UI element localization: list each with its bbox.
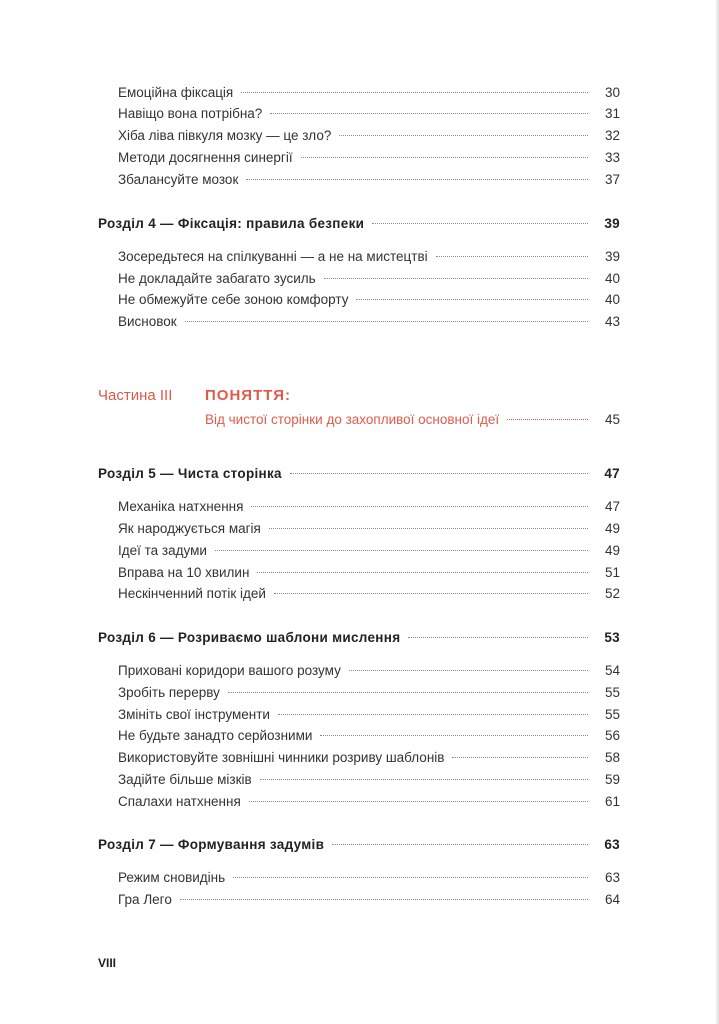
part-subtitle-entry[interactable] xyxy=(205,410,620,430)
toc-entry-title: Зосередьтеся на спілкуванні — а не на мистецтві xyxy=(118,249,428,264)
dot-leader xyxy=(301,157,588,158)
toc-chapter-6[interactable] xyxy=(98,628,620,648)
toc-entry-page: 49 xyxy=(604,543,620,558)
toc-entry[interactable] xyxy=(118,683,620,703)
toc-entry[interactable] xyxy=(118,312,620,332)
toc-entry-title: Збалансуйте мозок xyxy=(118,172,239,187)
toc-chapter-5[interactable] xyxy=(98,464,620,484)
toc-entry-page: 63 xyxy=(604,870,620,885)
part-subtitle: Від чистої сторінки до захопливої основної ідеї xyxy=(205,412,500,427)
toc-entry-title: Не будьте занадто серйозними xyxy=(118,728,313,743)
toc-chapter-page: 53 xyxy=(604,630,620,645)
toc-entry-page: 54 xyxy=(604,663,620,678)
toc-entry-title: Не обмежуйте себе зоною комфорту xyxy=(118,292,349,307)
toc-entry[interactable] xyxy=(118,584,620,604)
toc-entry-page: 31 xyxy=(604,106,620,121)
toc-entry-title: Методи досягнення синергії xyxy=(118,150,293,165)
toc-entry-title: Хіба ліва півкуля мозку — це зло? xyxy=(118,128,332,143)
toc-entry-title: Емоційна фіксація xyxy=(118,85,234,100)
dot-leader xyxy=(251,506,588,507)
toc-entry-title: Приховані коридори вашого розуму xyxy=(118,663,341,678)
toc-entry-title: Вправа на 10 хвилин xyxy=(118,565,250,580)
toc-entry-page: 33 xyxy=(604,150,620,165)
toc-entry-page: 40 xyxy=(604,271,620,286)
toc-entry[interactable] xyxy=(118,868,620,888)
dot-leader xyxy=(320,735,588,736)
toc-entry-title: Як народжується магія xyxy=(118,521,261,536)
toc-chapter-title: Розділ 4 — Фіксація: правила безпеки xyxy=(98,216,365,231)
toc-entry[interactable] xyxy=(118,290,620,310)
toc-entry[interactable] xyxy=(118,126,620,146)
dot-leader xyxy=(215,550,588,551)
page-number: VIII xyxy=(98,956,117,970)
toc-entry[interactable] xyxy=(118,497,620,517)
toc-entry[interactable] xyxy=(118,890,620,910)
toc-entry-page: 40 xyxy=(604,292,620,307)
toc-entry-page: 58 xyxy=(604,750,620,765)
toc-entry[interactable] xyxy=(118,104,620,124)
toc-entry-title: Нескінченний потік ідей xyxy=(118,586,266,601)
toc-entry[interactable] xyxy=(118,792,620,812)
dot-leader xyxy=(339,135,588,136)
toc-entry[interactable] xyxy=(118,83,620,103)
toc-entry[interactable] xyxy=(118,519,620,539)
dot-leader xyxy=(257,572,588,573)
dot-leader xyxy=(324,278,588,279)
dot-leader xyxy=(332,844,588,845)
dot-leader xyxy=(241,92,588,93)
toc-entry-page: 51 xyxy=(604,565,620,580)
toc-entry-title: Ідеї та задуми xyxy=(118,543,207,558)
toc-entry-title: Зробіть перерву xyxy=(118,685,220,700)
part-label: Частина III xyxy=(98,387,173,404)
toc-entry-page: 55 xyxy=(604,707,620,722)
toc-entry-page: 49 xyxy=(604,521,620,536)
toc-chapter-7[interactable] xyxy=(98,835,620,855)
dot-leader xyxy=(185,321,588,322)
dot-leader xyxy=(278,714,588,715)
dot-leader xyxy=(228,692,588,693)
toc-entry-page: 59 xyxy=(604,772,620,787)
dot-leader xyxy=(507,419,588,420)
toc-entry-title: Спалахи натхнення xyxy=(118,794,241,809)
toc-chapter-title: Розділ 5 — Чиста сторінка xyxy=(98,466,282,481)
dot-leader xyxy=(408,637,588,638)
toc-entry[interactable] xyxy=(118,541,620,561)
toc-entry[interactable] xyxy=(118,748,620,768)
part-title[interactable]: ПОНЯТТЯ: xyxy=(205,387,291,404)
toc-entry-title: Механіка натхнення xyxy=(118,499,244,514)
dot-leader xyxy=(270,113,588,114)
dot-leader xyxy=(349,670,588,671)
toc-chapter-page: 47 xyxy=(604,466,620,481)
toc-entry[interactable] xyxy=(118,170,620,190)
dot-leader xyxy=(290,473,588,474)
toc-entry-title: Не докладайте забагато зусиль xyxy=(118,271,316,286)
dot-leader xyxy=(233,877,588,878)
dot-leader xyxy=(436,256,588,257)
dot-leader xyxy=(180,899,588,900)
toc-chapter-page: 63 xyxy=(604,837,620,852)
toc-chapter-title: Розділ 6 — Розриваємо шаблони мислення xyxy=(98,630,401,645)
toc-entry-page: 47 xyxy=(604,499,620,514)
toc-entry-title: Змініть свої інструменти xyxy=(118,707,270,722)
toc-chapter-title: Розділ 7 — Формування задумів xyxy=(98,837,325,852)
dot-leader xyxy=(274,593,588,594)
toc-entry-page: 39 xyxy=(604,249,620,264)
toc-entry-page: 64 xyxy=(604,892,620,907)
dot-leader xyxy=(260,779,588,780)
toc-entry-page: 61 xyxy=(604,794,620,809)
toc-entry-page: 52 xyxy=(604,586,620,601)
toc-entry-page: 43 xyxy=(604,314,620,329)
toc-entry[interactable] xyxy=(118,770,620,790)
dot-leader xyxy=(246,179,588,180)
toc-entry-page: 30 xyxy=(604,85,620,100)
toc-entry[interactable] xyxy=(118,247,620,267)
toc-entry-title: Навіщо вона потрібна? xyxy=(118,106,263,121)
toc-chapter-page: 39 xyxy=(604,216,620,231)
toc-entry[interactable] xyxy=(118,148,620,168)
dot-leader xyxy=(356,299,588,300)
toc-chapter-4[interactable] xyxy=(98,214,620,234)
toc-entry-title: Задійте більше мізків xyxy=(118,772,252,787)
dot-leader xyxy=(249,801,588,802)
toc-entry[interactable] xyxy=(118,705,620,725)
part-page: 45 xyxy=(604,412,620,427)
toc-entry-page: 56 xyxy=(604,728,620,743)
toc-entry-page: 55 xyxy=(604,685,620,700)
dot-leader xyxy=(452,757,588,758)
toc-entry[interactable] xyxy=(118,563,620,583)
toc-entry[interactable] xyxy=(118,726,620,746)
dot-leader xyxy=(372,223,588,224)
toc-entry-title: Гра Лего xyxy=(118,892,172,907)
toc-entry[interactable] xyxy=(118,661,620,681)
toc-entry-title: Режим сновидінь xyxy=(118,870,226,885)
toc-entry-title: Використовуйте зовнішні чинники розриву шаблонів xyxy=(118,750,445,765)
toc-entry-page: 37 xyxy=(604,172,620,187)
toc-entry-page: 32 xyxy=(604,128,620,143)
toc-entry-title: Висновок xyxy=(118,314,177,329)
dot-leader xyxy=(269,528,588,529)
toc-entry[interactable] xyxy=(118,269,620,289)
